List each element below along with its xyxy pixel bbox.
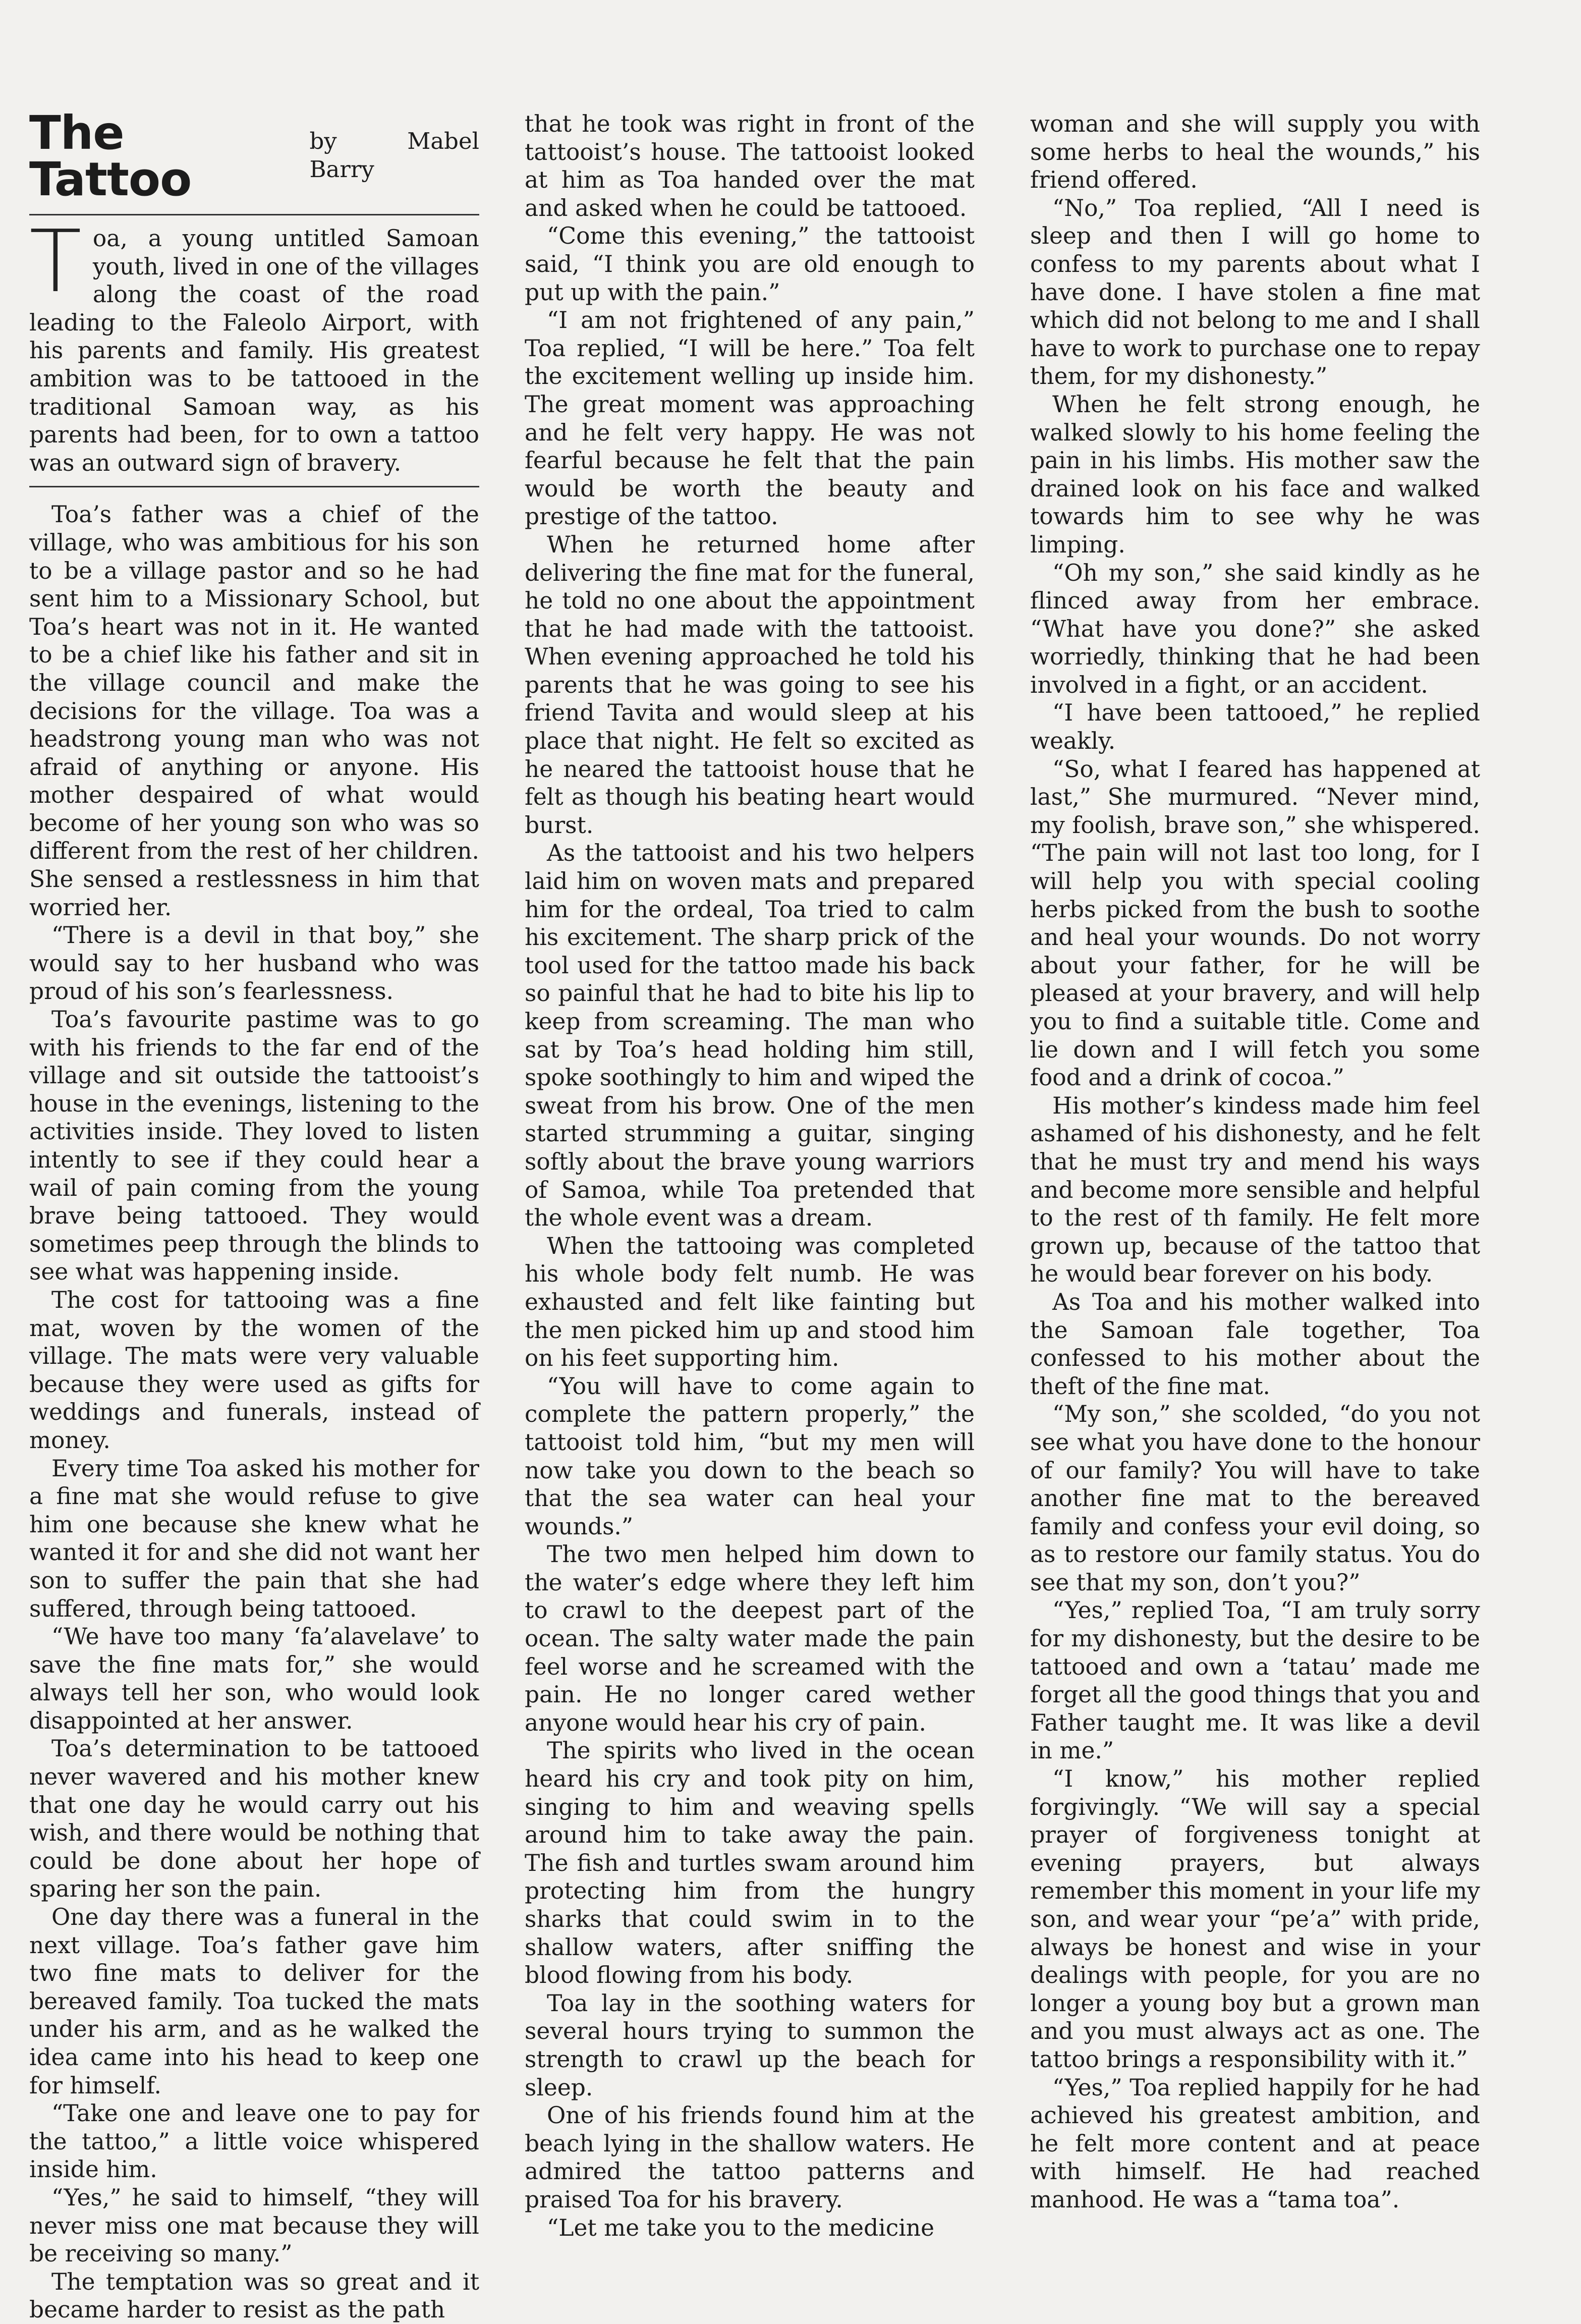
paragraph: “I know,” his mother replied forgivingly. “We will say a special prayer of forgiveness tonight at evening prayers, but always remember this moment in your life my son, and wear your “pe’a” with pride, always be honest and wise in your dealings with people, for you are no longer a young boy but a grown man and you must always act as one. The tattoo brings a responsibility with it.” [1030, 1765, 1480, 2073]
paragraph: As the tattooist and his two helpers laid him on woven mats and prepared him for the ordeal, Toa tried to calm his excitement. The sharp prick of the tool used for the tattoo made his back so painful that he had to bite his lip to keep from screaming. The man who sat by Toa’s head holding him still, spoke soothingly to him and wiped the sweat from his brow. One of the men started strumming a guitar, singing softly about the brave young warriors of Samoa, while Toa pretended that the whole event was a dream. [525, 840, 975, 1232]
paragraph: “I am not frightened of any pain,” Toa replied, “I will be here.” Toa felt the excitement welling up inside him. The great moment was approaching and he felt very happy. He was not fearful because he felt that the pain would be worth the beauty and prestige of the tattoo. [525, 307, 975, 530]
article-title: The Tattoo [29, 106, 192, 206]
paragraph: “There is a devil in that boy,” she would say to her husband who was proud of his son’s fearlessness. [29, 922, 479, 1005]
paragraph: “You will have to come again to complete the pattern properly,” the tattooist told him, “but my men will now take you down to the beach so that the sea water can heal your wounds.” [525, 1372, 975, 1540]
intro-paragraph [29, 212, 479, 486]
title-row [29, 106, 479, 206]
paragraph: “I have been tattooed,” he replied weakly. [1030, 699, 1480, 755]
paragraph: When he returned home after delivering the fine mat for the funeral, he told no one about the appointment that he had made with the tattooist. When evening approached he told his parents that he was going to see his friend Tavita and would sleep at his place that night. He felt so excited as he neared the tattooist house that he felt as though his beating heart would burst. [525, 531, 975, 839]
paragraph: “Yes,” he said to himself, “they will never miss one mat because they will be receiving so many.” [29, 2184, 479, 2267]
paragraph: The temptation was so great and it became harder to resist as the path [29, 2268, 479, 2323]
paragraph: Toa’s determination to be tattooed never wavered and his mother knew that one day he would carry out his wish, and there would be nothing that could be done about her hope of sparing her son the pain. [29, 1735, 479, 1903]
paragraph: “Let me take you to the medicine [547, 2214, 935, 2241]
paragraph: Every time Toa asked his mother for a fine mat she would refuse to give him one because she knew what he wanted it for and she did not want her son to suffer the pain that she had suffered, through being tattooed. [29, 1455, 479, 1622]
paragraph: “Oh my son,” she said kindly as he flinced away from her embrace. “What have you done?” she asked worriedly, thinking that he had been involved in a fight, or an accident. [1030, 559, 1480, 698]
intro-text: oa, a young untitled Samoan youth, lived in one of the villages along the coast of the road leading to the Faleolo Airport, with his parents and family. His greatest ambition was to be tattooed in the traditional Samoan way, as his parents had been, for to own a tattoo was an outward sign of bravery. [29, 225, 479, 476]
column-2 [525, 110, 975, 2242]
paragraph: One of his friends found him at the beach lying in the shallow waters. He admired the tattoo patterns and praised Toa for his bravery. [525, 2102, 975, 2213]
paragraph: His mother’s kindess made him feel ashamed of his dishonesty, and he felt that he must try and mend his ways and become more sensible and helpful to the rest of th family. He felt more grown up, because of the tattoo that he would bear forever on his body. [1030, 1092, 1480, 1288]
paragraph: The spirits who lived in the ocean heard his cry and took pity on him, singing to him and weaving spells around him to take away the pain. The fish and turtles swam around him protecting him from the hungry sharks that could swim in to the shallow waters, after sniffing the blood flowing from his body. [525, 1737, 975, 1989]
paragraph: “Yes,” Toa replied happily for he had achieved his greatest ambition, and he felt more content and at peace with himself. He had reached manhood. He was a “tama toa”. [1030, 2074, 1480, 2213]
column-1-body [29, 501, 479, 2324]
paragraph: “No,” Toa replied, “All I need is sleep and then I will go home to confess to my parents about what I have done. I have stolen a fine mat which did not belong to me and I shall have to work to purchase one to repay them, for my dishonesty.” [1030, 194, 1480, 390]
paragraph: Toa’s father was a chief of the village, who was ambitious for his son to be a village pastor and so he had sent him to a Missionary School, but Toa’s heart was not in it. He wanted to be a chief like his father and sit in the village council and make the decisions for the village. Toa was a headstrong young man who was not afraid of anything or anyone. His mother despaired of what would become of her young son who was so different from the rest of her children. She sensed a restlessness in him that worried her. [29, 501, 479, 921]
paragraph: Toa lay in the soothing waters for several hours trying to summon the strength to crawl up the beach for sleep. [525, 1989, 975, 2101]
paragraph: One day there was a funeral in the next village. Toa’s father gave him two fine mats to deliver for the bereaved family. Toa tucked the mats under his arm, and as he walked the idea came into his head to keep one for himself. [29, 1904, 479, 2099]
paragraph: “Come this evening,” the tattooist said, “I think you are old enough to put up with the pain.” [525, 223, 975, 306]
paragraph: When the tattooing was completed his whole body felt numb. He was exhausted and felt like fainting but the men picked him up and stood him on his feet supporting him. [525, 1232, 975, 1372]
paragraph: “So, what I feared has happened at last,” She murmured. “Never mind, my foolish, brave son,” she whispered. “The pain will not last too long, for I will help you with special cooling herbs picked from the bush to soothe and heal your wounds. Do not worry about your father, for he will be pleased at your bravery, and will help you to find a suitable title. Come and lie down and I will fetch you some food and a drink of cocoa.” [1030, 755, 1480, 1091]
paragraph: “My son,” she scolded, “do you not see what you have done to the honour of our family? You will have to take another fine mat to the bereaved family and confess your evil doing, so as to restore our family status. You do see that my son, don’t you?” [1030, 1401, 1480, 1596]
paragraph: “Yes,” replied Toa, “I am truly sorry for my dishonesty, but the desire to be tattooed and own a ‘tatau’ made me forget all the good things that you and Father taught me. It was like a devil in me.” [1030, 1597, 1480, 1764]
paragraph: woman and she will supply you with some herbs to heal the wounds,” his friend offered. [1030, 110, 1480, 194]
paragraph: When he felt strong enough, he walked slowly to his home feeling the pain in his limbs. His mother saw the drained look on his face and walked towards him to see why he was limping. [1030, 391, 1480, 558]
paragraph: “We have too many ‘fa’alavelave’ to save the fine mats for,” she would always tell her son, who would look disappointed at her answer. [29, 1623, 479, 1734]
drop-cap: T [29, 212, 82, 312]
paragraph: “Take one and leave one to pay for the tattoo,” a little voice whispered inside him. [29, 2100, 479, 2183]
paragraph: The two men helped him down to the water’s edge where they left him to crawl to the deepest part of the ocean. The salty water made the pain feel worse and he screamed with the pain. He no longer cared wether anyone would hear his cry of pain. [525, 1541, 975, 1736]
paragraph: As Toa and his mother walked into the Samoan fale together, Toa confessed to his mother about the theft of the fine mat. [1030, 1288, 1480, 1400]
paragraph: The cost for tattooing was a fine mat, woven by the women of the village. The mats were very valuable because they were used as gifts for weddings and funerals, instead of money. [29, 1286, 479, 1454]
column-1 [29, 106, 479, 2324]
column-3 [1030, 110, 1480, 2214]
paragraph: that he took was right in front of the tattooist’s house. The tattooist looked at him as Toa handed over the mat and asked when he could be tattooed. [525, 110, 975, 222]
paragraph: Toa’s favourite pastime was to go with his friends to the far end of the village and sit outside the tattooist’s house in the evenings, listening to the activities inside. They loved to listen intently to see if they could hear a wail of pain coming from the young brave being tattooed. They would sometimes peep through the blinds to see what was happening inside. [29, 1006, 479, 1286]
byline: by Mabel Barry [309, 128, 479, 183]
